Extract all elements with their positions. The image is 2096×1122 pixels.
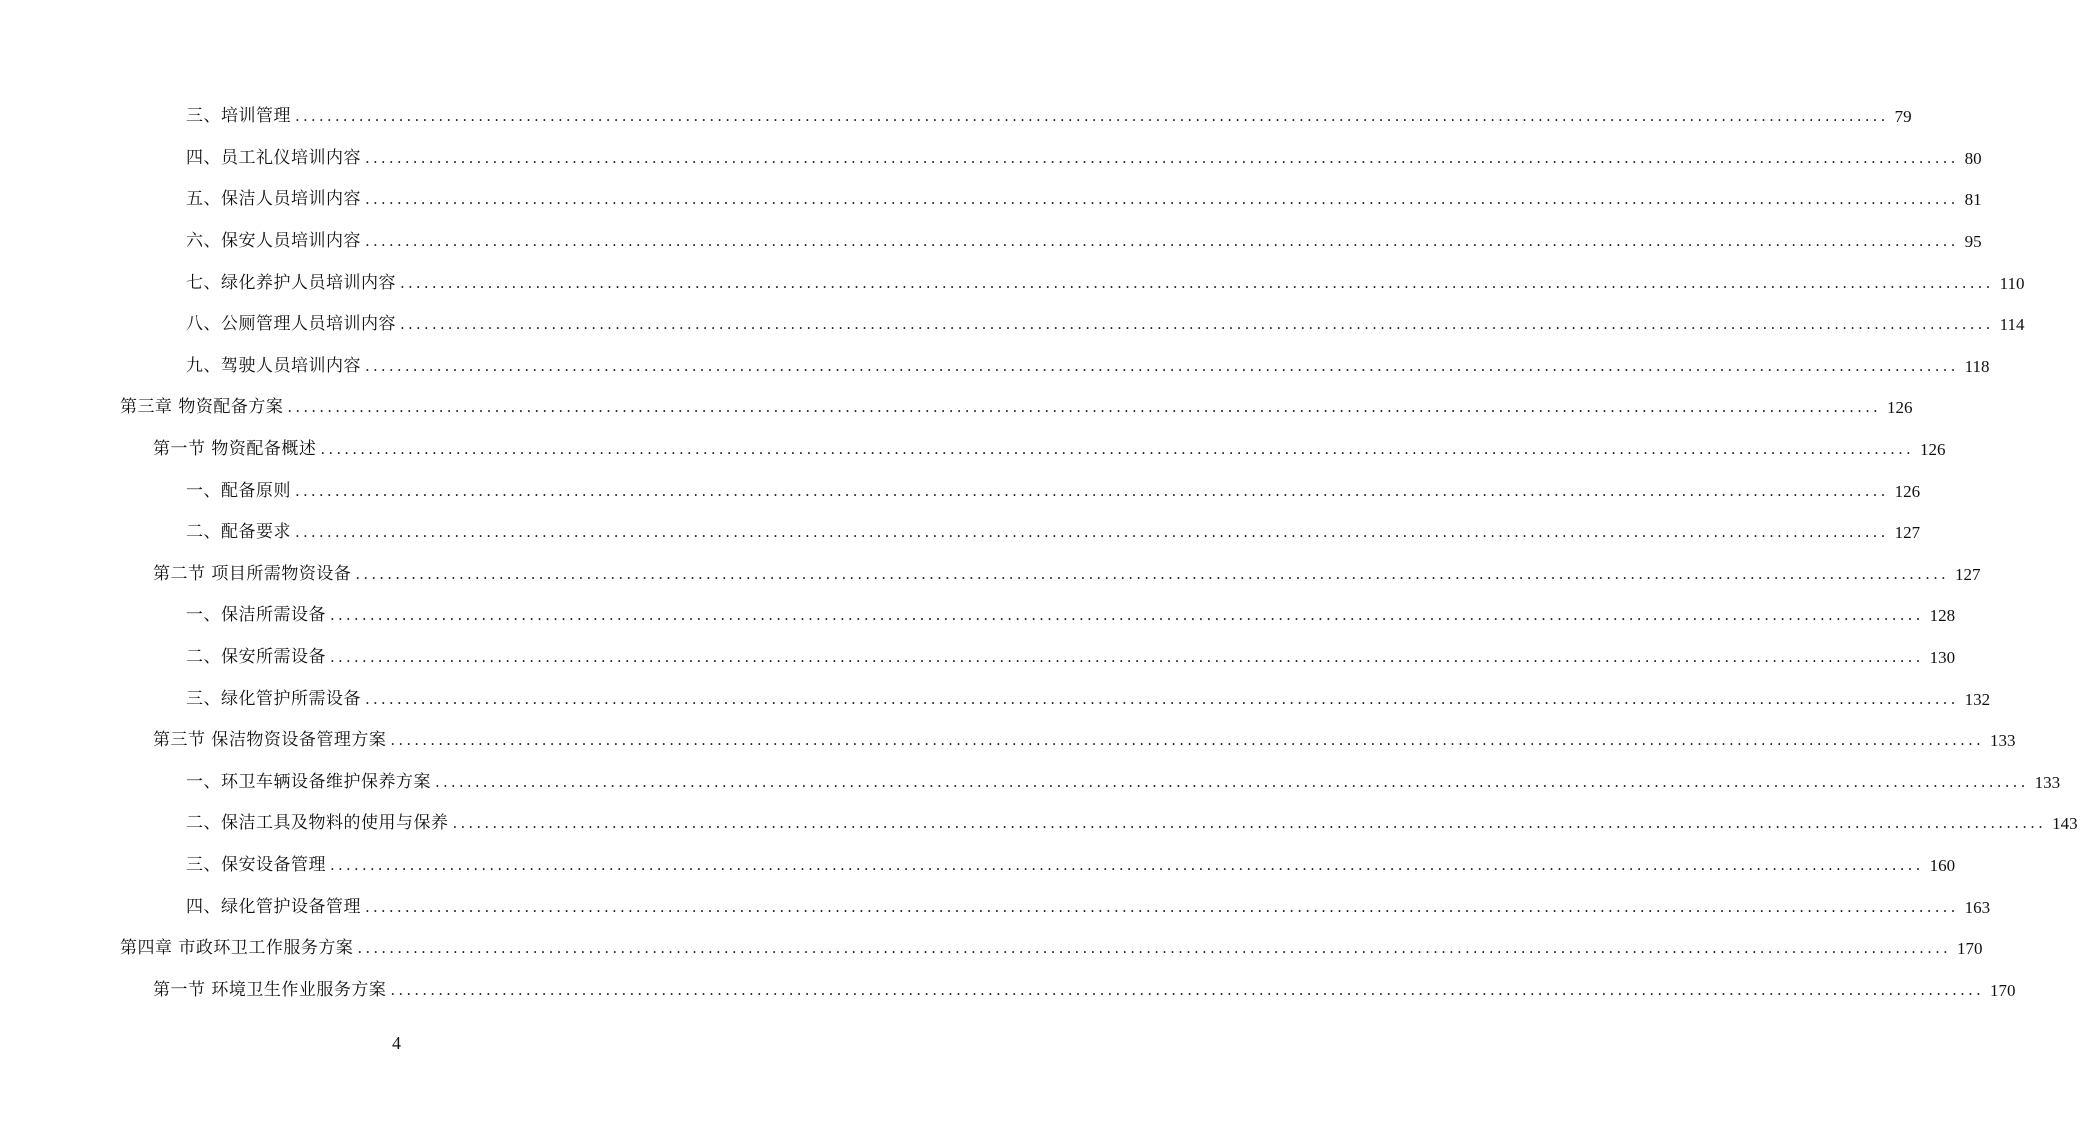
toc-entry-title: 三、保安设备管理 [186,854,326,875]
toc-entry[interactable] [0,512,1921,554]
toc-entry-title: 第一节 环境卫生作业服务方案 [153,979,387,1000]
dot-leader: ........................................................................................................................................................................................................ [320,440,1915,459]
toc-entry-page-number: 126 [1920,440,1946,460]
toc-entry-page-number: 130 [1929,648,1956,668]
toc-entry-title: 八、公厕管理人员培训内容 [186,314,396,335]
toc-entry[interactable] [0,928,1983,970]
toc-entry[interactable] [0,179,1982,221]
toc-entry[interactable] [0,387,1913,429]
toc-entry[interactable] [0,470,1921,512]
toc-entry-title: 一、保洁所需设备 [186,605,326,626]
toc-entry[interactable] [0,595,1956,637]
dot-leader: ........................................................................................................................................................................................................ [287,398,1882,417]
toc-entry-page-number: 79 [1894,107,1912,127]
toc-entry-title: 二、保安所需设备 [186,647,326,668]
toc-entry-page-number: 132 [1964,689,1991,709]
toc-entry[interactable] [0,262,2025,304]
toc-entry-title: 三、绿化管护所需设备 [186,688,361,709]
toc-entry-title: 二、配备要求 [186,522,291,543]
toc-entry[interactable] [0,96,1912,138]
toc-entry-title: 七、绿化养护人员培训内容 [186,272,396,293]
toc-entry-page-number: 133 [1990,731,2016,751]
toc-entry[interactable] [0,886,1991,928]
dot-leader: ........................................................................................................................................................................................................ [357,939,1952,958]
dot-leader: ........................................................................................................................................................................................................ [365,897,1959,916]
dot-leader: ........................................................................................................................................................................................................ [330,648,1924,667]
toc-entry[interactable] [0,304,2025,346]
dot-leader: ........................................................................................................................................................................................................ [355,564,1950,583]
dot-leader: ........................................................................................................................................................................................................ [330,855,1924,874]
toc-entry[interactable] [0,762,2061,804]
toc-entry-title: 第一节 物资配备概述 [153,439,317,460]
toc-entry-page-number: 127 [1894,523,1921,543]
toc-entry-page-number: 160 [1929,855,1956,875]
toc-entry-page-number: 128 [1929,606,1956,626]
toc-entry[interactable] [0,554,1981,596]
toc-entry-page-number: 143 [2052,814,2078,834]
dot-leader: ........................................................................................................................................................................................................ [330,606,1924,625]
dot-leader: ........................................................................................................................................................................................................ [452,814,2047,833]
toc-entry-page-number: 81 [1964,190,1982,210]
dot-leader: ........................................................................................................................................................................................................ [365,232,1959,251]
toc-entry-page-number: 126 [1894,481,1921,501]
toc-entry[interactable] [0,221,1982,263]
toc-entry[interactable] [0,429,1946,471]
toc-entry[interactable] [0,138,1982,180]
toc-entry[interactable] [0,346,1990,388]
toc-entry-page-number: 170 [1990,980,2016,1000]
dot-leader: ........................................................................................................................................................................................................ [295,523,1889,542]
toc-entry-title: 第三节 保洁物资设备管理方案 [153,730,387,751]
dot-leader: ........................................................................................................................................................................................................ [400,315,1994,334]
toc-entry-title: 三、培训管理 [186,106,291,127]
dot-leader: ........................................................................................................................................................................................................ [400,273,1994,292]
toc-entry-title: 九、驾驶人员培训内容 [186,355,361,376]
toc-entry[interactable] [0,803,2078,845]
toc-entry[interactable] [0,969,2016,1011]
toc-entry-title: 第四章 市政环卫工作服务方案 [120,938,354,959]
toc-entry-page-number: 170 [1957,939,1983,959]
toc-entry-title: 四、员工礼仪培训内容 [186,147,361,168]
dot-leader: ........................................................................................................................................................................................................ [295,481,1889,500]
toc-entry-title: 五、保洁人员培训内容 [186,189,361,210]
dot-leader: ........................................................................................................................................................................................................ [365,148,1959,167]
toc-entry-page-number: 163 [1964,897,1991,917]
dot-leader: ........................................................................................................................................................................................................ [390,980,1985,999]
toc-entry-title: 一、配备原则 [186,480,291,501]
dot-leader: ........................................................................................................................................................................................................ [390,731,1985,750]
toc-entry-page-number: 110 [1999,273,2025,293]
table-of-contents [0,96,2078,1011]
toc-entry-title: 第二节 项目所需物资设备 [153,563,352,584]
toc-entry-title: 六、保安人员培训内容 [186,231,361,252]
toc-entry-title: 四、绿化管护设备管理 [186,896,361,917]
dot-leader: ........................................................................................................................................................................................................ [295,107,1889,126]
toc-entry-page-number: 95 [1964,232,1982,252]
toc-entry-page-number: 127 [1955,564,1981,584]
dot-leader: ........................................................................................................................................................................................................ [365,190,1959,209]
dot-leader: ........................................................................................................................................................................................................ [435,772,2029,791]
toc-entry-page-number: 80 [1964,148,1982,168]
toc-entry-page-number: 133 [2034,772,2061,792]
toc-entry-title: 第三章 物资配备方案 [120,397,284,418]
toc-entry-page-number: 114 [1999,315,2025,335]
toc-entry-page-number: 118 [1964,356,1990,376]
toc-entry[interactable] [0,720,2016,762]
toc-entry-title: 二、保洁工具及物料的使用与保养 [186,813,449,834]
toc-entry[interactable] [0,678,1991,720]
toc-entry[interactable] [0,637,1956,679]
dot-leader: ........................................................................................................................................................................................................ [365,356,1959,375]
toc-entry[interactable] [0,845,1956,887]
page-number: 4 [392,1033,401,1053]
dot-leader: ........................................................................................................................................................................................................ [365,689,1959,708]
toc-entry-title: 一、环卫车辆设备维护保养方案 [186,771,431,792]
toc-entry-page-number: 126 [1887,398,1913,418]
